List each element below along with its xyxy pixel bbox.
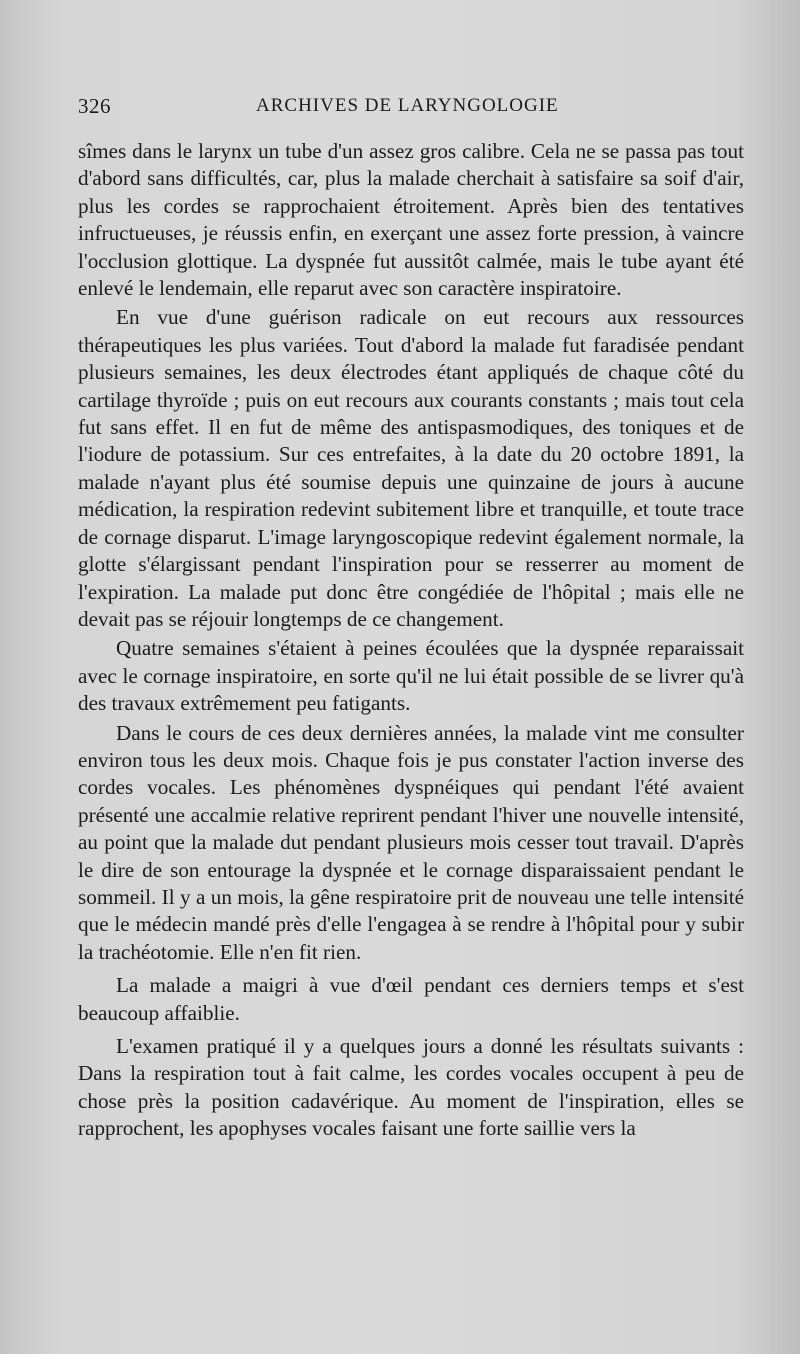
page-header [78,94,758,124]
paragraph-treatment: En vue d'une guérison radicale on eut recours aux ressources thérapeutiques les plus variées. Tout d'abord la malade fut faradisée pendant plusieurs semaines, les deux électrodes étant appliqués de chaque côté du cartilage thyroïde ; puis on eut recours aux courants constants ; mais tout cela fut sans effet. Il en fut de même des antispasmodiques, des toniques et de l'iodure de potassium. Sur ces entrefaites, à la date du 20 octobre 1891, la malade n'ayant plus été soumise depuis une quinzaine de jours à aucune médication, la respiration redevint subitement libre et tranquille, et toute trace de cornage disparut. L'image laryngoscopique redevint également normale, la glotte s'élargissant pendant l'inspiration pour se resserrer au moment de l'expiration. La malade put donc être congédiée de l'hôpital ; mais elle ne devait pas se réjouir longtemps de ce changement. [78,305,744,631]
paragraph-continuation: sîmes dans le larynx un tube d'un assez gros calibre. Cela ne se passa pas tout d'abord sans difficultés, car, plus la malade cherchait à satisfaire sa soif d'air, plus les cordes se rapprochaient étroitement. Après bien des tentatives infructueuses, je réussis enfin, en exerçant une assez forte pression, à vaincre l'occlusion glottique. La dyspnée fut aussitôt calmée, mais le tube ayant été enlevé le lendemain, elle reparut avec son caractère inspiratoire. [78,139,744,301]
paragraph-relapse: Quatre semaines s'étaient à peines écoulées que la dyspnée reparaissait avec le cornage inspiratoire, en sorte qu'il ne lui était possible de se livrer qu'à des travaux extrêmement peu fatigants. [78,636,744,716]
paragraph-two-years: Dans le cours de ces deux dernières années, la malade vint me consulter environ tous les deux mois. Chaque fois je pus constater l'action inverse des cordes vocales. Les phénomènes dyspnéiques qui pendant l'été avaient présenté une accalmie relative reprirent pendant l'hiver une nouvelle intensité, au point que la malade dut pendant plusieurs mois cesser tout travail. D'après le dire de son entourage la dyspnée et le cornage disparaissaient pendant le sommeil. Il y a un mois, la gêne respiratoire prit de nouveau une telle intensité que le médecin mandé près d'elle l'engagea à se rendre à l'hôpital pour y subir la trachéotomie. Elle n'en fit rien. [78,720,744,964]
running-head: ARCHIVES DE LARYNGOLOGIE [256,95,559,116]
page-number: 326 [78,94,111,118]
paragraph-weight-loss: La malade a maigri à vue d'œil pendant ces derniers temps et s'est beaucoup affaiblie. [78,973,744,1025]
body-text [78,138,744,1145]
paragraph-examination: L'examen pratiqué il y a quelques jours a donné les résultats suivants : Dans la respiration tout à fait calme, les cordes vocales occupent à peu de chose près la position cadavérique. Au moment de l'inspiration, elles se rapprochent, les apophyses vocales faisant une forte saillie vers la [78,1034,744,1141]
